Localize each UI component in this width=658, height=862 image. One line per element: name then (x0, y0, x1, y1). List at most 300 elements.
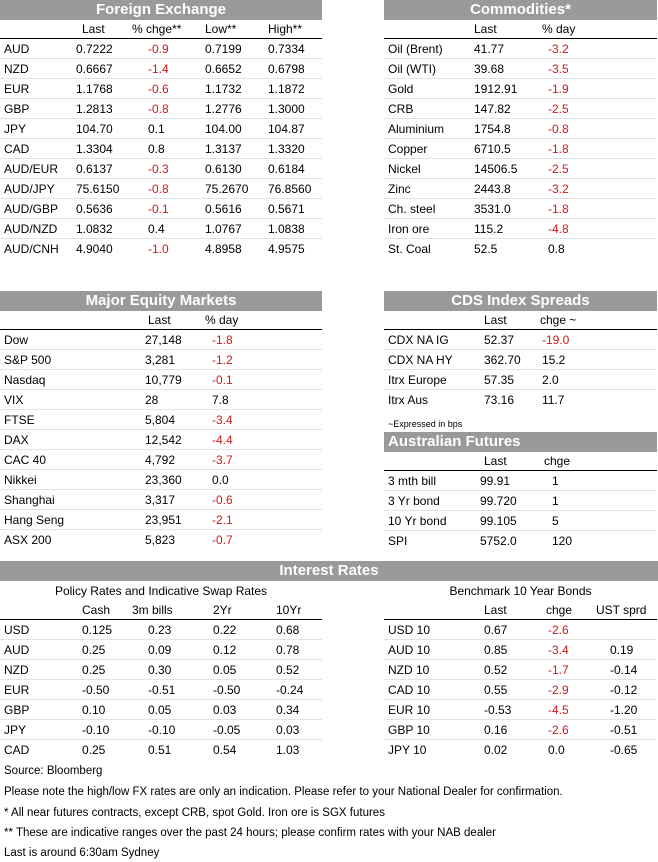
equity-last: 3,281 (145, 353, 176, 367)
bonds-name: JPY 10 (388, 743, 427, 757)
bonds-change: -2.6 (548, 723, 569, 737)
bonds-row (384, 620, 657, 640)
fx-high: 1.3000 (268, 102, 305, 116)
equity-last: 12,542 (145, 433, 182, 447)
bonds-name: NZD 10 (388, 663, 430, 677)
equity-name: CAC 40 (4, 453, 47, 467)
equity-row (0, 350, 322, 370)
policy-currency: GBP (4, 703, 30, 717)
equity-row (0, 510, 322, 530)
policy-bills: 0.05 (148, 703, 172, 717)
commodities-row (384, 179, 657, 199)
commodities-title: Commodities* (384, 0, 657, 20)
cds-change: 11.7 (542, 393, 565, 407)
fx-currency: AUD/GBP (4, 202, 59, 216)
futures-rows (384, 471, 657, 551)
cds-last: 52.37 (484, 333, 515, 347)
bonds-change: -2.6 (548, 623, 569, 637)
equity-change: -1.8 (212, 333, 233, 347)
fx-high: 0.5671 (268, 202, 305, 216)
fx-last: 104.70 (76, 122, 113, 136)
bonds-name: EUR 10 (388, 703, 431, 717)
equity-last: 28 (145, 393, 159, 407)
commodities-change: -3.2 (548, 42, 569, 56)
policy-currency: NZD (4, 663, 29, 677)
futures-panel (384, 432, 657, 551)
equity-name: DAX (4, 433, 29, 447)
fx-currency: EUR (4, 82, 30, 96)
bonds-last: 0.67 (484, 623, 508, 637)
fx-row (0, 119, 322, 139)
equity-last: 5,804 (145, 413, 176, 427)
equity-last: 27,148 (145, 333, 182, 347)
equity-row (0, 370, 322, 390)
futures-change: 5 (552, 514, 559, 528)
futures-header-chge: chge (544, 454, 571, 468)
policy-10yr: 0.52 (276, 663, 300, 677)
footer-range-note: ** These are indicative ranges over the past 24 hours; please confirm rates with your NAB dealer (4, 827, 496, 839)
fx-low: 4.8958 (205, 242, 242, 256)
footer-futures-note: * All near futures contracts, except CRB, spot Gold. Iron ore is SGX futures (4, 807, 385, 819)
fx-panel (0, 0, 322, 259)
fx-high: 4.9575 (268, 242, 305, 256)
commodities-last: 3531.0 (474, 202, 511, 216)
bonds-spread: -0.12 (610, 683, 638, 697)
cds-last: 73.16 (484, 393, 515, 407)
futures-name: 3 mth bill (388, 474, 437, 488)
equity-name: Nikkei (4, 473, 37, 487)
policy-column-headers (0, 601, 322, 620)
cds-header-chge: chge ~ (540, 313, 577, 327)
policy-cash: -0.10 (82, 723, 110, 737)
fx-last: 1.3304 (76, 142, 113, 156)
fx-last: 4.9040 (76, 242, 113, 256)
cds-name: CDX NA HY (388, 353, 453, 367)
commodities-row (384, 119, 657, 139)
policy-row (0, 620, 322, 640)
commodities-last: 41.77 (474, 42, 505, 56)
equity-panel (0, 291, 322, 550)
commodities-name: St. Coal (388, 242, 431, 256)
fx-header-chge: % chge** (132, 22, 182, 36)
equity-row (0, 390, 322, 410)
fx-low: 1.1732 (205, 82, 242, 96)
commodities-name: Oil (WTI) (388, 62, 436, 76)
equity-change: -2.1 (212, 513, 233, 527)
commodities-name: Aluminium (388, 122, 445, 136)
policy-10yr: 0.34 (276, 703, 300, 717)
policy-rows (0, 620, 322, 760)
fx-high: 1.0838 (268, 222, 305, 236)
fx-header-last: Last (82, 22, 105, 36)
fx-currency: AUD (4, 42, 30, 56)
commodities-last: 1912.91 (474, 82, 518, 96)
commodities-name: Nickel (388, 162, 421, 176)
policy-row (0, 700, 322, 720)
fx-last: 1.0832 (76, 222, 113, 236)
policy-bills: 0.30 (148, 663, 172, 677)
fx-change: -1.4 (148, 62, 169, 76)
policy-cash: 0.10 (82, 703, 106, 717)
policy-header-cash: Cash (82, 603, 111, 617)
equity-rows (0, 330, 322, 550)
equity-change: 7.8 (212, 393, 229, 407)
fx-row (0, 159, 322, 179)
fx-high: 76.8560 (268, 182, 312, 196)
cds-header-last: Last (484, 313, 507, 327)
commodities-change: -1.9 (548, 82, 569, 96)
bonds-name: AUD 10 (388, 643, 431, 657)
equity-change: -1.2 (212, 353, 233, 367)
policy-10yr: 0.68 (276, 623, 300, 637)
commodities-name: Gold (388, 82, 414, 96)
commodities-last: 2443.8 (474, 182, 511, 196)
commodities-change: 0.8 (548, 242, 565, 256)
policy-rates-panel (0, 582, 322, 760)
bonds-spread: -0.14 (610, 663, 638, 677)
bonds-row (384, 740, 657, 760)
futures-title: Australian Futures (384, 432, 657, 452)
equity-last: 3,317 (145, 493, 176, 507)
fx-row (0, 59, 322, 79)
commodities-row (384, 79, 657, 99)
futures-row (384, 471, 657, 491)
commodities-last: 115.2 (474, 222, 504, 236)
cds-name: Itrx Aus (388, 393, 429, 407)
cds-column-headers (384, 311, 657, 330)
policy-cash: 0.25 (82, 743, 106, 757)
fx-high: 0.6184 (268, 162, 305, 176)
policy-header-2yr: 2Yr (213, 603, 232, 617)
cds-panel (384, 291, 657, 410)
commodities-row (384, 139, 657, 159)
cds-title: CDS Index Spreads (384, 291, 657, 311)
fx-change: -0.3 (148, 162, 169, 176)
futures-change: 1 (552, 494, 559, 508)
fx-last: 75.6150 (76, 182, 120, 196)
commodities-name: Iron ore (388, 222, 430, 236)
equity-last: 10,779 (145, 373, 182, 387)
equity-title: Major Equity Markets (0, 291, 322, 311)
bonds-header-sprd: UST sprd (596, 603, 647, 617)
cds-last: 57.35 (484, 373, 515, 387)
commodities-rows (384, 39, 657, 259)
bonds-last: 0.85 (484, 643, 508, 657)
interest-title: Interest Rates (0, 561, 658, 581)
cds-change: 2.0 (542, 373, 559, 387)
cds-last: 362.70 (484, 353, 521, 367)
policy-10yr: 0.78 (276, 643, 300, 657)
policy-bills: 0.09 (148, 643, 172, 657)
futures-row (384, 531, 657, 551)
policy-cash: 0.25 (82, 643, 106, 657)
futures-name: 3 Yr bond (388, 494, 440, 508)
fx-change: -0.1 (148, 202, 169, 216)
fx-rows (0, 39, 322, 259)
equity-row (0, 410, 322, 430)
commodities-change: -3.2 (548, 182, 569, 196)
equity-last: 5,823 (145, 533, 176, 547)
bonds-last: 0.16 (484, 723, 508, 737)
bonds-header-chge: chge (546, 603, 573, 617)
fx-currency: CAD (4, 142, 30, 156)
equity-name: ASX 200 (4, 533, 52, 547)
bonds-last: 0.55 (484, 683, 508, 697)
commodities-change: -3.5 (548, 62, 569, 76)
equity-row (0, 530, 322, 550)
commodities-last: 1754.8 (474, 122, 511, 136)
policy-bills: 0.51 (148, 743, 172, 757)
bonds-row (384, 720, 657, 740)
equity-header-last: Last (148, 313, 171, 327)
bonds-change: -3.4 (548, 643, 569, 657)
commodities-last: 52.5 (474, 242, 498, 256)
bonds-name: USD 10 (388, 623, 431, 637)
fx-low: 1.2776 (205, 102, 242, 116)
policy-2yr: -0.05 (213, 723, 241, 737)
futures-change: 1 (552, 474, 559, 488)
fx-high: 0.6798 (268, 62, 305, 76)
fx-row (0, 239, 322, 259)
bonds-header-last: Last (484, 603, 507, 617)
equity-name: Dow (4, 333, 29, 347)
commodities-change: -0.8 (548, 122, 569, 136)
cds-row (384, 370, 657, 390)
equity-row (0, 470, 322, 490)
commodities-name: Copper (388, 142, 428, 156)
bonds-last: -0.53 (484, 703, 512, 717)
fx-high: 1.1872 (268, 82, 305, 96)
footer-source: Source: Bloomberg (4, 765, 103, 777)
commodities-change: -1.8 (548, 142, 569, 156)
fx-currency: AUD/EUR (4, 162, 59, 176)
bonds-last: 0.52 (484, 663, 508, 677)
fx-header-low: Low** (205, 22, 237, 36)
bonds-name: CAD 10 (388, 683, 431, 697)
commodities-row (384, 39, 657, 59)
fx-row (0, 39, 322, 59)
equity-row (0, 490, 322, 510)
equity-header-day: % day (205, 313, 239, 327)
policy-row (0, 660, 322, 680)
equity-change: -3.7 (212, 453, 233, 467)
fx-currency: GBP (4, 102, 30, 116)
fx-change: 0.1 (148, 122, 165, 136)
policy-2yr: -0.50 (213, 683, 241, 697)
policy-row (0, 720, 322, 740)
bonds-name: GBP 10 (388, 723, 430, 737)
futures-name: 10 Yr bond (388, 514, 447, 528)
fx-row (0, 179, 322, 199)
fx-change: -1.0 (148, 242, 169, 256)
equity-last: 23,951 (145, 513, 182, 527)
bonds-last: 0.02 (484, 743, 508, 757)
fx-high: 0.7334 (268, 42, 305, 56)
commodities-header-last: Last (474, 22, 497, 36)
bonds-panel (384, 582, 657, 760)
commodities-row (384, 159, 657, 179)
equity-row (0, 450, 322, 470)
commodities-last: 147.82 (474, 102, 511, 116)
fx-currency: AUD/CNH (4, 242, 59, 256)
fx-high: 1.3320 (268, 142, 305, 156)
equity-name: VIX (4, 393, 24, 407)
policy-rates-title: Policy Rates and Indicative Swap Rates (54, 584, 268, 598)
fx-row (0, 99, 322, 119)
cds-rows (384, 330, 657, 410)
commodities-last: 14506.5 (474, 162, 518, 176)
fx-currency: AUD/NZD (4, 222, 58, 236)
policy-cash: -0.50 (82, 683, 110, 697)
policy-row (0, 680, 322, 700)
equity-change: -3.4 (212, 413, 233, 427)
policy-row (0, 740, 322, 760)
commodities-name: Zinc (388, 182, 411, 196)
futures-header-last: Last (484, 454, 507, 468)
bonds-row (384, 700, 657, 720)
fx-low: 104.00 (205, 122, 242, 136)
policy-header-bills: 3m bills (132, 603, 173, 617)
equity-name: S&P 500 (4, 353, 52, 367)
policy-cash: 0.125 (82, 623, 113, 637)
policy-10yr: 0.03 (276, 723, 300, 737)
fx-low: 0.6652 (205, 62, 242, 76)
fx-title: Foreign Exchange (0, 0, 322, 20)
fx-row (0, 139, 322, 159)
fx-last: 1.2813 (76, 102, 113, 116)
fx-change: -0.9 (148, 42, 169, 56)
commodities-change: -2.5 (548, 162, 569, 176)
policy-currency: AUD (4, 643, 30, 657)
commodities-header-day: % day (542, 22, 576, 36)
policy-currency: USD (4, 623, 30, 637)
fx-change: -0.6 (148, 82, 169, 96)
bonds-spread: -0.65 (610, 743, 638, 757)
fx-change: 0.4 (148, 222, 165, 236)
bonds-column-headers (384, 601, 657, 620)
fx-low: 1.0767 (205, 222, 242, 236)
equity-row (0, 330, 322, 350)
fx-last: 0.6137 (76, 162, 113, 176)
equity-change: -0.6 (212, 493, 233, 507)
bonds-change: -1.7 (548, 663, 569, 677)
commodities-last: 6710.5 (474, 142, 511, 156)
futures-column-headers (384, 452, 657, 471)
fx-row (0, 79, 322, 99)
equity-change: -0.7 (212, 533, 233, 547)
policy-cash: 0.25 (82, 663, 106, 677)
fx-low: 75.2670 (205, 182, 249, 196)
policy-currency: CAD (4, 743, 30, 757)
bonds-spread: 0.19 (610, 643, 634, 657)
policy-2yr: 0.03 (213, 703, 237, 717)
bonds-title: Benchmark 10 Year Bonds (449, 584, 592, 598)
futures-last: 99.105 (480, 514, 517, 528)
equity-change: 0.0 (212, 473, 229, 487)
cds-row (384, 350, 657, 370)
commodities-change: -2.5 (548, 102, 569, 116)
policy-2yr: 0.05 (213, 663, 237, 677)
footer-fx-note: Please note the high/low FX rates are only an indication. Please refer to your National Dealer for confirmation. (4, 786, 563, 798)
fx-currency: NZD (4, 62, 29, 76)
fx-high: 104.87 (268, 122, 305, 136)
fx-column-headers (0, 20, 322, 39)
fx-last: 1.1768 (76, 82, 113, 96)
policy-10yr: 1.03 (276, 743, 300, 757)
bonds-change: -2.9 (548, 683, 569, 697)
fx-last: 0.7222 (76, 42, 113, 56)
commodities-row (384, 219, 657, 239)
equity-last: 4,792 (145, 453, 176, 467)
futures-last: 99.91 (480, 474, 511, 488)
futures-row (384, 511, 657, 531)
footer-time-note: Last is around 6:30am Sydney (4, 847, 160, 859)
bonds-rows (384, 620, 657, 760)
fx-low: 0.5616 (205, 202, 242, 216)
equity-name: Hang Seng (4, 513, 65, 527)
fx-row (0, 219, 322, 239)
bonds-change: -4.5 (548, 703, 569, 717)
bonds-row (384, 640, 657, 660)
cds-change: 15.2 (542, 353, 566, 367)
equity-name: Shanghai (4, 493, 55, 507)
commodities-column-headers (384, 20, 657, 39)
cds-change: -19.0 (542, 333, 570, 347)
bonds-change: 0.0 (548, 743, 565, 757)
cds-row (384, 390, 657, 410)
fx-low: 0.6130 (205, 162, 242, 176)
futures-change: 120 (552, 534, 573, 548)
policy-2yr: 0.22 (213, 623, 237, 637)
futures-row (384, 491, 657, 511)
policy-10yr: -0.24 (276, 683, 304, 697)
fx-header-high: High** (268, 22, 303, 36)
bonds-row (384, 660, 657, 680)
fx-last: 0.6667 (76, 62, 113, 76)
commodities-row (384, 199, 657, 219)
commodities-name: Oil (Brent) (388, 42, 443, 56)
equity-name: Nasdaq (4, 373, 46, 387)
policy-2yr: 0.54 (213, 743, 237, 757)
cds-note: ~Expressed in bps (388, 419, 463, 429)
futures-name: SPI (388, 534, 408, 548)
bonds-spread: -1.20 (610, 703, 638, 717)
fx-change: -0.8 (148, 182, 169, 196)
policy-bills: -0.10 (148, 723, 176, 737)
fx-row (0, 199, 322, 219)
commodities-name: Ch. steel (388, 202, 436, 216)
policy-bills: 0.23 (148, 623, 172, 637)
policy-bills: -0.51 (148, 683, 176, 697)
policy-header-10yr: 10Yr (276, 603, 302, 617)
policy-currency: JPY (4, 723, 27, 737)
commodities-name: CRB (388, 102, 414, 116)
bonds-row (384, 680, 657, 700)
policy-2yr: 0.12 (213, 643, 237, 657)
cds-name: CDX NA IG (388, 333, 449, 347)
commodities-row (384, 59, 657, 79)
fx-change: 0.8 (148, 142, 165, 156)
fx-low: 1.3137 (205, 142, 242, 156)
cds-row (384, 330, 657, 350)
commodities-panel (384, 0, 657, 259)
equity-change: -0.1 (212, 373, 233, 387)
fx-currency: AUD/JPY (4, 182, 55, 196)
fx-low: 0.7199 (205, 42, 242, 56)
commodities-change: -4.8 (548, 222, 569, 236)
equity-row (0, 430, 322, 450)
futures-last: 99.720 (480, 494, 517, 508)
